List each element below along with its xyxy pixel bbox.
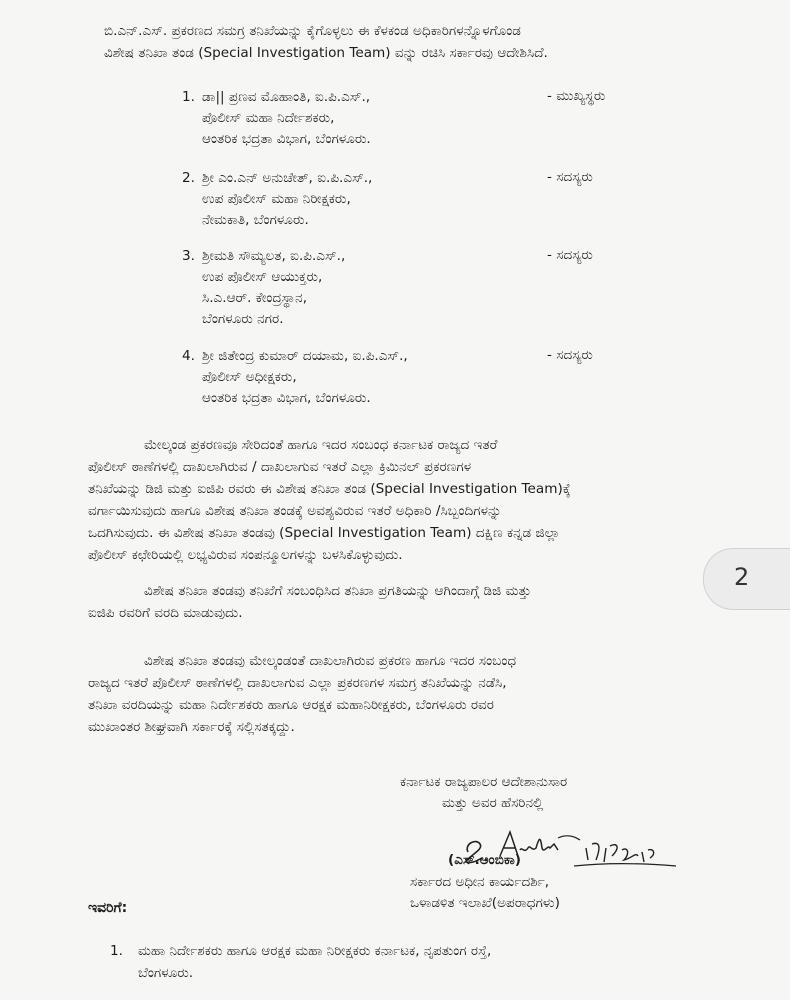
member-role: - ಸದಸ್ಯರು <box>547 347 593 363</box>
member-line: ಶ್ರೀಮತಿ ಸೌಮ್ಯಲತ, ಐ.ಪಿ.ಎಸ್., <box>202 248 346 264</box>
paragraph-line: ಪೊಲೀಸ್ ಠಾಣೆಗಳಲ್ಲಿ ದಾಖಲಾಗಿರುವ / ದಾಖಲಾಗುವ ಇತರೆ ಎಲ್ಲಾ ಕ್ರಿಮಿನಲ್ ಪ್ರಕರಣಗಳ <box>88 459 472 475</box>
paragraph-line: ವರ್ಗಾಯಿಸುವುದು ಹಾಗೂ ವಿಶೇಷ ತನಿಖಾ ತಂಡಕ್ಕೆ ಅವಶ್ಯವಿರುವ ಇತರೆ ಅಧಿಕಾರಿ /ಸಿಬ್ಬಂದಿಗಳನ್ನು <box>88 503 502 519</box>
member-line: ಡಾ|| ಪ್ರಣವ ಮೊಹಾಂತಿ, ಐ.ಪಿ.ಎಸ್., <box>202 89 371 105</box>
order-authority <box>400 772 567 814</box>
paragraph-investigation-report <box>88 650 748 738</box>
member-role: - ಸದಸ್ಯರು <box>547 247 593 263</box>
member-number: 1. <box>182 89 195 105</box>
page-number: 2 <box>734 563 750 591</box>
cc-heading: ಇವರಿಗೆ: <box>88 900 128 916</box>
paragraph-line: ಮೇಲ್ಕಂಡ ಪ್ರಕರಣವೂ ಸೇರಿದಂತೆ ಹಾಗೂ ಇದರ ಸಂಬಂಧ ಕರ್ನಾಟಕ ರಾಜ್ಯದ ಇತರೆ <box>144 437 498 453</box>
paragraph-line: ವಿಶೇಷ ತನಿಖಾ ತಂಡವು ಮೇಲ್ಕಂಡಂತೆ ದಾಖಲಾಗಿರುವ ಪ್ರಕರಣ ಹಾಗೂ ಇದರ ಸಂಬಂಧ <box>144 653 517 669</box>
cc-line: ಬೆಂಗಳೂರು. <box>138 965 194 981</box>
intro-line: ವಿಶೇಷ ತನಿಖಾ ತಂಡ (Special Investigation Team) ವನ್ನು ರಚಿಸಿ ಸರ್ಕಾರವು ಆದೇಶಿಸಿದೆ. <box>104 45 548 61</box>
paragraph-line: ವಿಶೇಷ ತನಿಖಾ ತಂಡವು ತನಿಖೆಗೆ ಸಂಬಂಧಿಸಿದ ತನಿಖಾ ಪ್ರಗತಿಯನ್ನು ಆಗಿಂದಾಗ್ಗೆ ಡಿಜಿ ಮತ್ತು <box>144 583 532 599</box>
designation-line: ಸರ್ಕಾರದ ಅಧೀನ ಕಾರ್ಯದರ್ಶಿ, <box>410 874 550 890</box>
member-number: 3. <box>182 248 195 264</box>
cc-number: 1. <box>110 943 123 959</box>
paragraph-line: ರಾಜ್ಯದ ಇತರೆ ಪೊಲೀಸ್ ಠಾಣೆಗಳಲ್ಲಿ ದಾಖಲಾಗುವ ಎಲ್ಲಾ ಪ್ರಕರಣಗಳ ಸಮಗ್ರ ತನಿಖೆಯನ್ನು ನಡೆಸಿ, <box>88 675 507 691</box>
member-number: 4. <box>182 348 195 364</box>
paragraph-progress-report <box>88 580 688 624</box>
member-line: ಬೆಂಗಳೂರು ನಗರ. <box>202 311 284 327</box>
paragraph-line: ಐಜಿಪಿ ರವರಿಗೆ ವರದಿ ಮಾಡುವುದು. <box>88 605 243 621</box>
authority-line: ಕರ್ನಾಟಕ ರಾಜ್ಯಪಾಲರ ಆದೇಶಾನುಸಾರ <box>400 774 568 790</box>
paragraph-line: ತನಿಖೆಯನ್ನು ಡಿಜಿ ಮತ್ತು ಐಜಿಪಿ ರವರು ಈ ವಿಶೇಷ ತನಿಖಾ ತಂಡ (Special Investigation Team)ಕ್ಕೆ <box>88 481 571 497</box>
member-line: ಆಂತರಿಕ ಭದ್ರತಾ ವಿಭಾಗ, ಬೆಂಗಳೂರು. <box>202 390 371 406</box>
intro-paragraph <box>104 20 744 64</box>
member-line: ನೇಮಕಾತಿ, ಬೆಂಗಳೂರು. <box>202 212 309 228</box>
page-number-tab <box>703 548 790 610</box>
paragraph-line: ಪೊಲೀಸ್ ಕಛೇರಿಯಲ್ಲಿ ಲಭ್ಯವಿರುವ ಸಂಪನ್ಮೂಲಗಳನ್ನು ಬಳಸಿಕೊಳ್ಳುವುದು. <box>88 547 403 563</box>
paragraph-line: ಮುಖಾಂತರ ಶೀಘ್ರವಾಗಿ ಸರ್ಕಾರಕ್ಕೆ ಸಲ್ಲಿಸತಕ್ಕದ್ದು. <box>88 719 295 735</box>
member-line: ಪೊಲೀಸ್ ಅಧೀಕ್ಷಕರು, <box>202 369 297 385</box>
member-line: ಸಿ.ಎ.ಆರ್. ಕೇಂದ್ರಸ್ಥಾನ, <box>202 290 308 306</box>
member-line: ಉಪ ಪೊಲೀಸ್ ಮಹಾ ನಿರೀಕ್ಷಕರು, <box>202 191 351 207</box>
cc-line: ಮಹಾ ನಿರ್ದೇಶಕರು ಹಾಗೂ ಆರಕ್ಷಕ ಮಹಾ ನಿರೀಕ್ಷಕರು ಕರ್ನಾಟಕ, ನೃಪತುಂಗ ರಸ್ತೆ, <box>138 943 492 959</box>
member-number: 2. <box>182 170 195 186</box>
member-line: ಶ್ರೀ ಎಂ.ಎನ್ ಅನುಚೇತ್, ಐ.ಪಿ.ಎಸ್., <box>202 170 373 186</box>
member-line: ಪೊಲೀಸ್ ಮಹಾ ನಿರ್ದೇಶಕರು, <box>202 110 335 126</box>
member-role: - ಮುಖ್ಯಸ್ಥರು <box>547 88 606 104</box>
signatory-name: (ಎಸ್.ಅಂಬಿಕಾ) <box>448 852 521 868</box>
signatory-designation <box>410 872 560 914</box>
signatory-block <box>448 850 521 871</box>
authority-line: ಮತ್ತು ಅವರ ಹೆಸರಿನಲ್ಲಿ <box>442 795 544 811</box>
paragraph-line: ಒದಗಿಸುವುದು. ಈ ವಿಶೇಷ ತನಿಖಾ ತಂಡವು (Special Investigation Team) ದಕ್ಷಿಣ ಕನ್ನಡ ಜಿಲ್ಲಾ <box>88 525 560 541</box>
member-line: ಉಪ ಪೊಲೀಸ್ ಆಯುಕ್ತರು, <box>202 269 323 285</box>
member-line: ಆಂತರಿಕ ಭದ್ರತಾ ವಿಭಾಗ, ಬೆಂಗಳೂರು. <box>202 131 371 147</box>
intro-line: ಬಿ.ಎನ್.ಎಸ್. ಪ್ರಕರಣದ ಸಮಗ್ರ ತನಿಖೆಯನ್ನು ಕೈಗೊಳ್ಳಲು ಈ ಕೆಳಕಂಡ ಅಧಿಕಾರಿಗಳನ್ನೊಳಗೊಂಡ <box>104 23 521 39</box>
designation-line: ಒಳಾಡಳಿತ ಇಲಾಖೆ(ಅಪರಾಧಗಳು) <box>410 895 560 911</box>
member-line: ಶ್ರೀ ಜಿತೇಂದ್ರ ಕುಮಾರ್ ದಯಾಮ, ಐ.ಪಿ.ಎಸ್., <box>202 348 408 364</box>
paragraph-line: ತನಿಖಾ ವರದಿಯನ್ನು ಮಹಾ ನಿರ್ದೇಶಕರು ಹಾಗೂ ಆರಕ್ಷಕ ಮಹಾನಿರೀಕ್ಷಕರು, ಬೆಂಗಳೂರು ರವರ <box>88 697 494 713</box>
member-role: - ಸದಸ್ಯರು <box>547 169 593 185</box>
paragraph-sit-transfer <box>88 434 748 566</box>
